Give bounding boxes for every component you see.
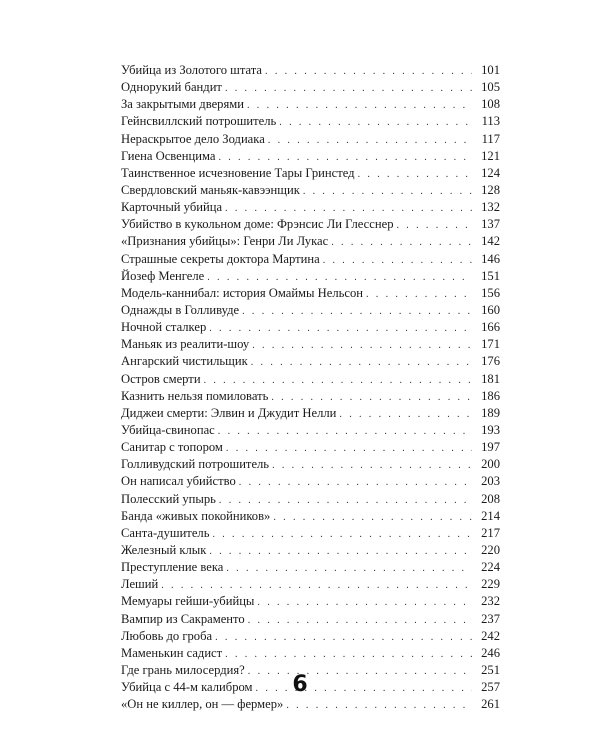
toc-dot-leader — [225, 200, 472, 217]
toc-entry[interactable] — [121, 542, 500, 559]
toc-entry-page: 203 — [481, 474, 500, 489]
toc-entry[interactable] — [121, 696, 500, 713]
toc-dot-leader — [358, 166, 472, 183]
toc-entry[interactable] — [121, 62, 500, 79]
toc-dot-leader — [219, 492, 472, 509]
toc-entry-page: 214 — [481, 508, 500, 523]
toc-entry-title: Гейнсвиллский потрошитель — [121, 114, 277, 129]
toc-entry[interactable] — [121, 319, 500, 336]
toc-dot-leader — [218, 149, 472, 166]
toc-entry[interactable] — [121, 611, 500, 628]
toc-entry-page: 105 — [481, 80, 500, 95]
toc-dot-leader — [279, 114, 472, 131]
toc-entry[interactable] — [121, 628, 500, 645]
toc-dot-leader — [212, 526, 472, 543]
toc-entry[interactable] — [121, 439, 500, 456]
toc-entry-page: 229 — [481, 577, 500, 592]
toc-entry-title: Остров смерти — [121, 371, 201, 386]
toc-entry[interactable] — [121, 388, 500, 405]
toc-dot-leader — [226, 560, 472, 577]
toc-entry-title: Однажды в Голливуде — [121, 302, 240, 317]
toc-entry-page: 246 — [481, 645, 500, 660]
toc-entry-page: 217 — [481, 525, 500, 540]
toc-dot-leader — [215, 629, 472, 646]
toc-dot-leader — [257, 594, 472, 611]
page-number: 6 — [292, 672, 308, 697]
toc-entry[interactable] — [121, 525, 500, 542]
toc-entry[interactable] — [121, 79, 500, 96]
toc-dot-leader — [209, 320, 472, 337]
toc-entry-page: 137 — [481, 217, 500, 232]
toc-entry-page: 186 — [481, 388, 500, 403]
toc-entry-page: 171 — [481, 337, 500, 352]
toc-entry-page: 200 — [481, 457, 500, 472]
toc-entry-page: 208 — [481, 491, 500, 506]
toc-dot-leader — [397, 217, 473, 234]
toc-entry-page: 176 — [481, 354, 500, 369]
toc-entry[interactable] — [121, 233, 500, 250]
toc-entry-page: 142 — [481, 234, 500, 249]
toc-dot-leader — [323, 252, 472, 269]
toc-dot-leader — [226, 440, 472, 457]
toc-entry-title: Вампир из Сакраменто — [121, 611, 245, 626]
toc-entry[interactable] — [121, 473, 500, 490]
toc-entry-title: Ангарский чистильщик — [121, 354, 248, 369]
toc-entry-page: 151 — [481, 268, 500, 283]
toc-entry-page: 113 — [481, 114, 500, 129]
toc-dot-leader — [225, 646, 472, 663]
toc-entry-page: 146 — [481, 251, 500, 266]
toc-dot-leader — [239, 474, 472, 491]
toc-entry-page: 156 — [481, 285, 500, 300]
toc-entry-title: Таинственное исчезновение Тары Гринстед — [121, 165, 355, 180]
toc-entry-page: 193 — [481, 422, 500, 437]
toc-entry[interactable] — [121, 302, 500, 319]
toc-dot-leader — [268, 132, 472, 149]
toc-entry-page: 197 — [481, 440, 500, 455]
toc-entry-page: 251 — [481, 662, 500, 677]
toc-dot-leader — [271, 389, 472, 406]
toc-entry-page: 261 — [481, 697, 500, 712]
toc-entry-title: Йозеф Менгеле — [121, 268, 205, 283]
toc-entry[interactable] — [121, 491, 500, 508]
toc-dot-leader — [252, 337, 472, 354]
toc-dot-leader — [273, 509, 472, 526]
toc-entry[interactable] — [121, 216, 500, 233]
toc-entry[interactable] — [121, 422, 500, 439]
toc-entry-title: Леший — [121, 577, 159, 592]
toc-dot-leader — [207, 269, 472, 286]
toc-dot-leader — [225, 80, 472, 97]
toc-entry-title: «Признания убийцы»: Генри Ли Лукас — [121, 234, 329, 249]
toc-dot-leader — [265, 63, 472, 80]
toc-entry-title: Маньяк из реалити-шоу — [121, 337, 250, 352]
toc-dot-leader — [209, 543, 472, 560]
toc-entry-title: Убийца-свинопас — [121, 422, 215, 437]
toc-entry[interactable] — [121, 268, 500, 285]
toc-entry[interactable] — [121, 165, 500, 182]
toc-entry[interactable] — [121, 148, 500, 165]
toc-entry[interactable] — [121, 131, 500, 148]
toc-entry[interactable] — [121, 645, 500, 662]
toc-entry-title: Модель-каннибал: история Омаймы Нельсон — [121, 285, 363, 300]
toc-entry[interactable] — [121, 96, 500, 113]
toc-entry-title: Голливудский потрошитель — [121, 457, 270, 472]
toc-entry-page: 128 — [481, 182, 500, 197]
toc-dot-leader — [303, 183, 472, 200]
toc-entry[interactable] — [121, 182, 500, 199]
toc-entry-page: 124 — [481, 165, 500, 180]
toc-entry-title: Казнить нельзя помиловать — [121, 388, 269, 403]
toc-entry[interactable] — [121, 559, 500, 576]
toc-entry-title: Он написал убийство — [121, 474, 236, 489]
toc-entry-title: Ночной сталкер — [121, 320, 207, 335]
table-of-contents — [121, 62, 500, 713]
toc-dot-leader — [339, 406, 472, 423]
toc-entry-page: 101 — [481, 63, 500, 77]
toc-entry[interactable] — [121, 576, 500, 593]
toc-entry-page: 108 — [481, 97, 500, 112]
toc-dot-leader — [204, 372, 472, 389]
toc-entry[interactable] — [121, 353, 500, 370]
toc-entry-page: 132 — [481, 200, 500, 215]
toc-entry-page: 181 — [481, 371, 500, 386]
toc-entry-title: Полесский упырь — [121, 491, 216, 506]
toc-entry-page: 166 — [481, 320, 500, 335]
toc-dot-leader — [161, 577, 472, 594]
toc-entry-title: Любовь до гроба — [121, 628, 213, 643]
toc-dot-leader — [247, 97, 472, 114]
toc-entry-title: Свердловский маньяк-кавээнщик — [121, 182, 300, 197]
toc-entry-page: 224 — [481, 560, 500, 575]
toc-entry-title: Железный клык — [121, 542, 207, 557]
toc-entry[interactable] — [121, 371, 500, 388]
toc-entry[interactable] — [121, 199, 500, 216]
toc-entry-title: Мемуары гейши-убийцы — [121, 594, 255, 609]
toc-entry-title: Страшные секреты доктора Мартина — [121, 251, 320, 266]
toc-entry[interactable] — [121, 593, 500, 610]
toc-entry-title: Убийца из Золотого штата — [121, 63, 263, 77]
toc-entry-page: 232 — [481, 594, 500, 609]
toc-entry[interactable] — [121, 285, 500, 302]
toc-entry-title: Банда «живых покойников» — [121, 508, 271, 523]
toc-entry-title: Нераскрытое дело Зодиака — [121, 131, 265, 146]
toc-dot-leader — [248, 612, 472, 629]
toc-entry-page: 257 — [481, 680, 500, 695]
toc-entry-page: 220 — [481, 542, 500, 557]
toc-entry-title: Однорукий бандит — [121, 80, 222, 95]
toc-entry-page: 121 — [481, 148, 500, 163]
toc-dot-leader — [286, 697, 472, 714]
toc-entry-title: «Он не киллер, он — фермер» — [121, 697, 284, 712]
toc-entry-title: Убийство в кукольном доме: Фрэнсис Ли Глесснер — [121, 217, 394, 232]
toc-entry-title: Санитар с топором — [121, 440, 223, 455]
toc-dot-leader — [251, 354, 472, 371]
toc-dot-leader — [242, 303, 472, 320]
toc-entry[interactable] — [121, 336, 500, 353]
toc-entry-title: Карточный убийца — [121, 200, 223, 215]
toc-entry[interactable] — [121, 405, 500, 422]
toc-entry-title: Гиена Освенцима — [121, 148, 216, 163]
toc-dot-leader — [366, 286, 472, 303]
toc-entry[interactable] — [121, 508, 500, 525]
toc-entry-title: Преступление века — [121, 560, 224, 575]
toc-entry-page: 160 — [481, 302, 500, 317]
toc-entry[interactable] — [121, 456, 500, 473]
toc-dot-leader — [272, 457, 472, 474]
toc-entry-title: За закрытыми дверями — [121, 97, 244, 112]
toc-entry[interactable] — [121, 113, 500, 130]
toc-entry-page: 242 — [481, 628, 500, 643]
toc-entry-title: Убийца с 44-м калибром — [121, 680, 253, 695]
toc-dot-leader — [218, 423, 472, 440]
toc-entry-page: 117 — [481, 131, 500, 146]
toc-entry[interactable] — [121, 251, 500, 268]
toc-entry-page: 189 — [481, 405, 500, 420]
toc-entry-title: Где грань милосердия? — [121, 662, 245, 677]
toc-entry-title: Маменькин садист — [121, 645, 223, 660]
toc-entry-page: 237 — [481, 611, 500, 626]
toc-entry-title: Санта-душитель — [121, 525, 210, 540]
toc-entry-title: Диджеи смерти: Элвин и Джудит Нелли — [121, 405, 337, 420]
toc-dot-leader — [331, 234, 472, 251]
